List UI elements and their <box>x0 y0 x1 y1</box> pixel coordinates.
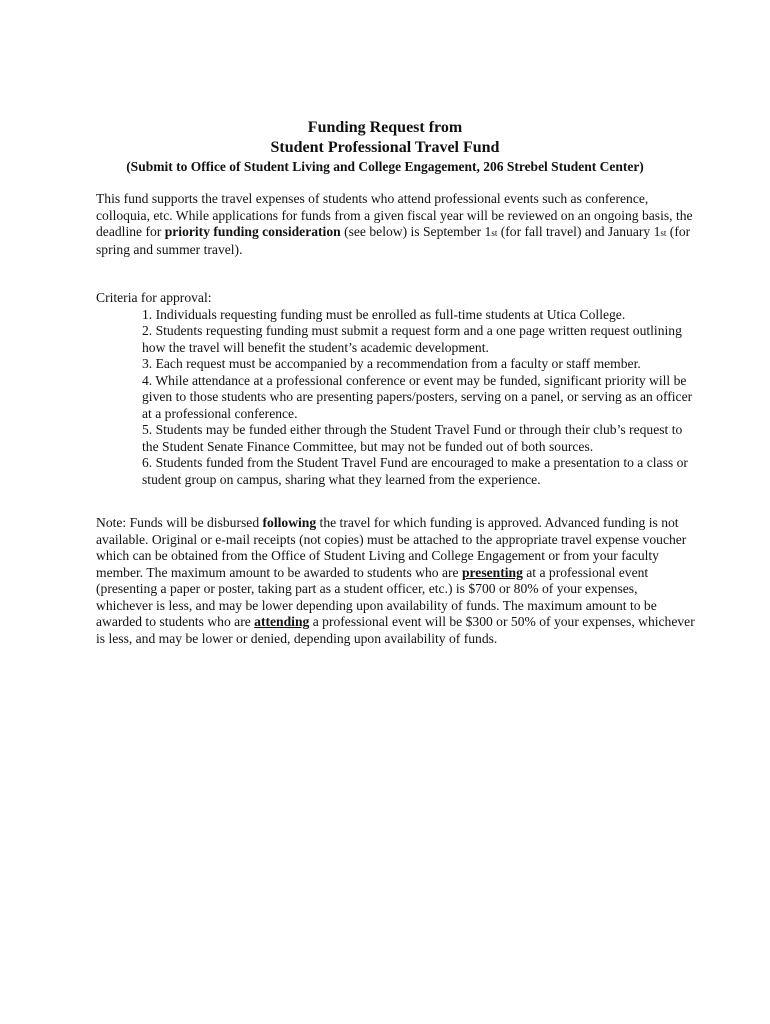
criteria-list <box>96 307 696 489</box>
intro-text-2: (see below) is September 1 <box>340 224 492 239</box>
document-title-line1: Funding Request from <box>307 119 463 136</box>
intro-text-3: (for fall travel) and January 1 <box>497 224 661 239</box>
note-text-2: the travel for which funding is approved. Advanced funding is not available. Original or e-mail receipts (not copies) must be attached to the appropriate travel expense voucher which can be obtained from the Office of Student Living and College Engagement or from your faculty member. The maximum amount to be awarded to students who are <box>96 515 687 580</box>
criteria-item: 1. Individuals requesting funding must be enrolled as full-time students at Utica College. <box>142 306 626 322</box>
intro-sup-2: st <box>660 228 667 238</box>
note-bold-following: following <box>262 515 317 530</box>
title-block <box>0 118 770 176</box>
document-subtitle: (Submit to Office of Student Living and College Engagement, 206 Strebel Student Center) <box>126 159 644 174</box>
intro-bold-priority: priority funding consideration <box>164 224 341 239</box>
note-text-4: a professional event will be $300 or 50% of your expenses, whichever is less, and may be lower or denied, depending upon availability of funds. <box>96 614 695 646</box>
criteria-item: 2. Students requesting funding must submit a request form and a one page written request outlining how the travel will benefit the student’s academic development. <box>142 323 682 355</box>
intro-sup-1: st <box>491 228 498 238</box>
criteria-item: 5. Students may be funded either through the Student Travel Fund or through their club’s request to the Student Senate Finance Committee, but may not be funded out of both sources. <box>142 422 683 454</box>
document-title-line2: Student Professional Travel Fund <box>270 139 500 156</box>
criteria-item: 4. While attendance at a professional conference or event may be funded, significant priority will be given to those students who are presenting papers/posters, serving on a panel, or serving as an officer at a professional conference. <box>142 372 693 421</box>
criteria-item: 3. Each request must be accompanied by a recommendation from a faculty or staff member. <box>142 356 641 371</box>
criteria-heading: Criteria for approval: <box>96 290 212 305</box>
note-bold-attending: attending <box>254 614 310 629</box>
note-text-3: at a professional event (presenting a paper or poster, taking part as a student officer, etc.) is $700 or 80% of your expenses, whichever is less, and may be lower depending upon availability of funds. The maximum amount to be awarded to students who are <box>96 564 657 629</box>
note-paragraph <box>96 515 696 647</box>
intro-paragraph <box>96 191 696 258</box>
intro-text-1: This fund supports the travel expenses of students who attend professional events such as conference, colloquia, etc. While applications for funds from a given fiscal year will be reviewed on an ongoing basis, the deadline for <box>96 191 693 239</box>
note-text-1: Note: Funds will be disbursed <box>96 515 263 530</box>
criteria-item: 6. Students funded from the Student Travel Fund are encouraged to make a presentation to a class or student group on campus, sharing what they learned from the experience. <box>142 455 688 487</box>
criteria-section <box>96 290 696 488</box>
intro-text-4: (for spring and summer travel). <box>96 224 691 257</box>
note-bold-presenting: presenting <box>461 564 523 580</box>
